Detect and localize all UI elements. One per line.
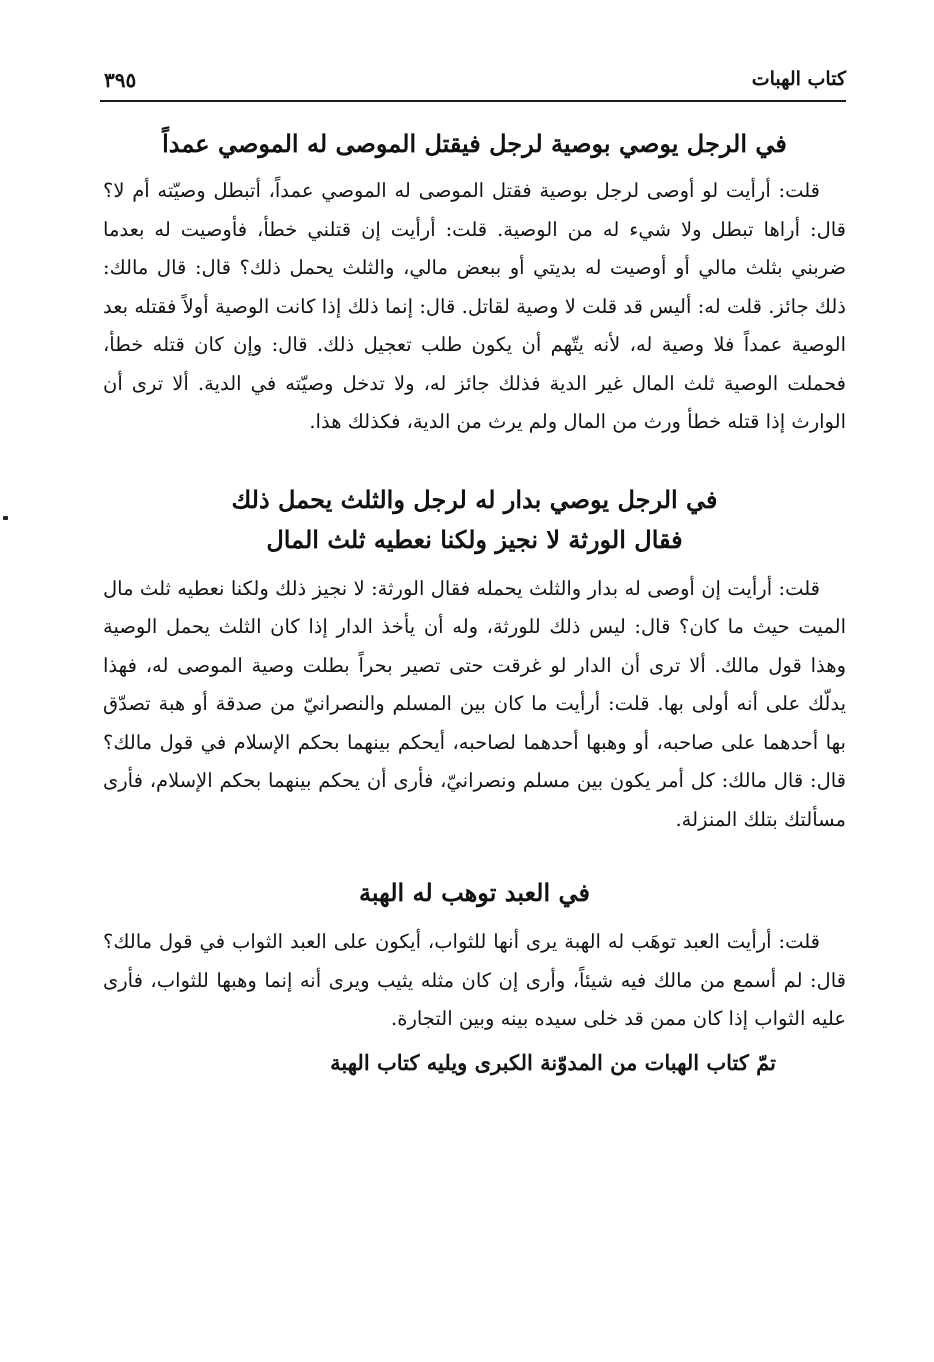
scan-speck <box>3 516 8 520</box>
section-heading-2-line-1: في الرجل يوصي بدار له لرجل والثلث يحمل ذلك <box>231 484 718 514</box>
section-paragraph-2: قلت: أرأيت إن أوصى له بدار والثلث يحمله فقال الورثة: لا نجيز ذلك ولكنا نعطيه ثلث مال الميت حيث ما كان؟ قال: ليس ذلك للورثة، وله أن يأخذ الدار إذا كان الثلث يحمل الوصية وهذا قول مالك. ألا ترى أن الدار لو غرقت حتى تصير بحراً بطلت وصية الموصى له، فهذا يدلّك على أنه أولى بها. قلت: أرأيت ما كان بين المسلم والنصرانيّ من صدقة أو هبة تصدّق بها أحدهما على صاحبه، أو وهبها أحدهما لصاحبه، أيحكم بينهما بحكم الإسلام في قول مالك؟ قال: قال مالك: كل أمر يكون بين مسلم ونصرانيّ، فأرى أن يحكم بينهما بحكم الإسلام، فأرى مسألتك بتلك المنزلة. <box>103 576 846 831</box>
section-heading-3: في العبد توهب له الهبة <box>359 878 590 907</box>
page-body <box>103 118 846 1083</box>
section-heading-1: في الرجل يوصي بوصية لرجل فيقتل الموصى له الموصي عمداً <box>162 129 787 158</box>
page-number: ٣٩٥ <box>104 68 137 92</box>
running-header <box>100 64 846 102</box>
closing-line: تمّ كتاب الهبات من المدوّنة الكبرى ويليه كتاب الهبة <box>330 1049 776 1075</box>
running-title: كتاب الهبات <box>751 68 846 90</box>
section-heading-2 <box>103 480 846 560</box>
section-heading-2-line-2: فقال الورثة لا نجيز ولكنا نعطيه ثلث المال <box>266 524 683 554</box>
section-paragraph-1: قلت: أرأيت لو أوصى لرجل بوصية فقتل الموصى له الموصي عمداً، أتبطل وصيّته أم لا؟ قال: أراها تبطل ولا شيء له من الوصية. قلت: أرأيت إن قتلني خطأ، فأوصيت له بعدما ضربني بثلث مالي أو أوصيت له بديتي أو ببعض مالي، والثلث يحمل ذلك؟ قال: قال مالك: ذلك جائز. قلت له: أليس قد قلت لا وصية لقاتل. قال: إنما ذلك إذا كانت الوصية أولاً فقتله بعد الوصية عمداً فلا وصية له، لأنه يتّهم أن يكون طلب تعجيل ذلك. قال: وإن كان قتله خطأ، فحملت الوصية ثلث المال غير الدية فذلك جائز له، ولا تدخل وصيّته في الدية. ألا ترى أن الوارث إذا قتله خطأ ورث من المال ولم يرث من الدية، فكذلك هذا. <box>103 179 846 433</box>
section-paragraph-3: قلت: أرأيت العبد توهَب له الهبة يرى أنها للثواب، أيكون على العبد الثواب في قول مالك؟ قال: لم أسمع من مالك فيه شيئاً، وأرى إن كان مثله يثيب ويرى أنه إنما وهبها للثواب، فأرى عليه الثواب إذا كان ممن قد خلى سيده بينه وبين التجارة. <box>103 930 846 1030</box>
